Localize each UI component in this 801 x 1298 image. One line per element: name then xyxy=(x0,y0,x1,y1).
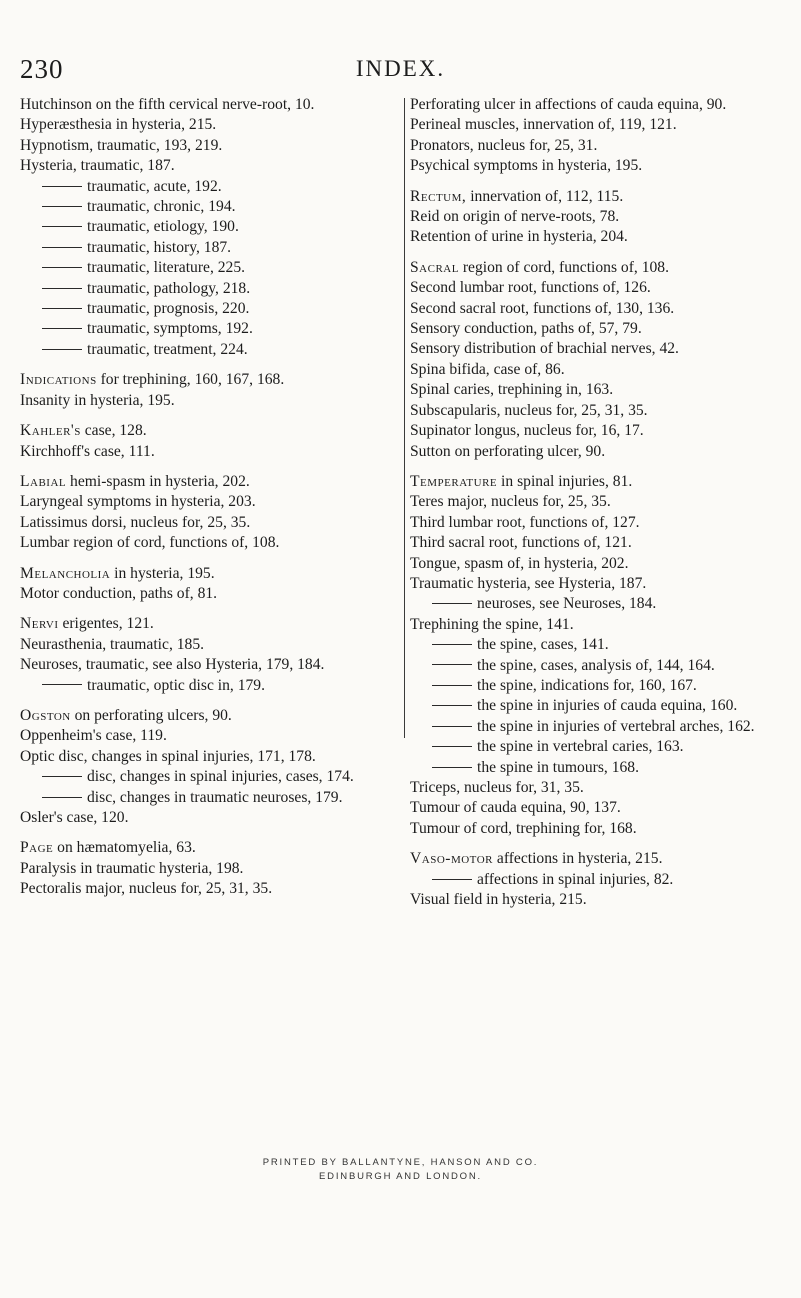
index-entry-text: Tongue, spasm of, in hysteria, 202. xyxy=(410,554,629,572)
index-entry xyxy=(410,554,780,574)
index-entry-text: Reid on origin of nerve-roots, 78. xyxy=(410,208,620,226)
index-entry-text: erigentes, 121. xyxy=(58,615,154,633)
index-entry-text: Spina bifida, case of, 86. xyxy=(410,360,565,378)
ditto-rule xyxy=(432,726,472,727)
index-entry xyxy=(20,564,400,584)
index-entry xyxy=(410,442,780,462)
index-entry-text: Insanity in hysteria, 195. xyxy=(20,391,175,409)
index-letter-group xyxy=(20,706,400,828)
index-entry-text: for trephining, 160, 167, 168. xyxy=(96,371,285,389)
index-entry xyxy=(20,513,400,533)
index-subentry-text: traumatic, literature, 225. xyxy=(87,259,246,277)
index-letter-group xyxy=(20,564,400,605)
index-entry-text: innervation of, 112, 115. xyxy=(466,187,624,205)
index-entry xyxy=(410,136,780,156)
index-entry-text: region of cord, functions of, 108. xyxy=(458,258,670,276)
index-entry-text: Lumbar region of cord, functions of, 108. xyxy=(20,534,280,552)
index-entry-text: Second sacral root, functions of, 130, 136. xyxy=(410,299,675,317)
index-subentry xyxy=(20,340,400,360)
index-entry xyxy=(410,95,780,115)
printer-imprint xyxy=(0,1156,801,1184)
ditto-rule xyxy=(42,186,82,187)
index-entry-text: Pectoralis major, nucleus for, 25, 31, 35. xyxy=(20,880,273,898)
index-entry-text: Psychical symptoms in hysteria, 195. xyxy=(410,157,643,175)
index-letter-group xyxy=(20,421,400,462)
index-entry-text: Sensory conduction, paths of, 57, 79. xyxy=(410,320,642,338)
index-entry xyxy=(410,513,780,533)
index-entry xyxy=(410,227,780,247)
ditto-rule xyxy=(42,288,82,289)
index-entry-text: Subscapularis, nucleus for, 25, 31, 35. xyxy=(410,401,648,419)
index-subentry xyxy=(410,717,780,737)
index-entry-text: affections in hysteria, 215. xyxy=(493,850,663,868)
index-letter-group xyxy=(20,472,400,554)
ditto-rule xyxy=(42,226,82,227)
index-subentry-text: neuroses, see Neuroses, 184. xyxy=(477,595,657,613)
index-entry-text: Traumatic hysteria, see Hysteria, 187. xyxy=(410,574,647,592)
index-entry-text: in spinal injuries, 81. xyxy=(497,472,633,490)
index-subentry-text: the spine in injuries of cauda equina, 160. xyxy=(477,697,738,715)
index-entry-text: Retention of urine in hysteria, 204. xyxy=(410,228,628,246)
index-entry xyxy=(410,798,780,818)
index-entry xyxy=(20,879,400,899)
index-entry-text: Third sacral root, functions of, 121. xyxy=(410,534,632,552)
index-entry xyxy=(20,808,400,828)
index-entry-text: Paralysis in traumatic hysteria, 198. xyxy=(20,859,244,877)
index-entry xyxy=(20,391,400,411)
index-entry-text: Neurasthenia, traumatic, 185. xyxy=(20,635,205,653)
index-entry xyxy=(410,574,780,594)
index-entry xyxy=(20,635,400,655)
index-entry xyxy=(20,95,400,115)
index-entry-text: Kirchhoff's case, 111. xyxy=(20,442,155,460)
index-subentry-text: traumatic, treatment, 224. xyxy=(87,340,248,358)
index-subentry-text: the spine in vertebral caries, 163. xyxy=(477,738,684,756)
index-subentry xyxy=(20,258,400,278)
index-entry-text: Hypnotism, traumatic, 193, 219. xyxy=(20,136,223,154)
index-subentry xyxy=(20,238,400,258)
index-entry-text: Hyperæsthesia in hysteria, 215. xyxy=(20,116,217,134)
index-subentry xyxy=(410,676,780,696)
index-entry-text: Motor conduction, paths of, 81. xyxy=(20,584,218,602)
index-subentry xyxy=(410,758,780,778)
index-entry xyxy=(410,533,780,553)
page-number: 230 xyxy=(20,54,64,84)
ditto-rule xyxy=(42,328,82,329)
index-subentry xyxy=(20,319,400,339)
printer-line-2: EDINBURGH AND LONDON. xyxy=(319,1171,482,1182)
index-entry xyxy=(410,115,780,135)
index-entry-text: in hysteria, 195. xyxy=(110,564,215,582)
index-entry-text: Trephining the spine, 141. xyxy=(410,615,574,633)
index-subentry xyxy=(20,217,400,237)
index-entry-text: Sensory distribution of brachial nerves, 42. xyxy=(410,340,679,358)
ditto-rule xyxy=(42,267,82,268)
index-entry-text: hemi-spasm in hysteria, 202. xyxy=(66,472,250,490)
index-entry xyxy=(410,472,780,492)
index-entry xyxy=(410,380,780,400)
index-entry xyxy=(410,401,780,421)
ditto-rule xyxy=(42,308,82,309)
index-letter-group xyxy=(410,849,780,910)
index-entry-text: Osler's case, 120. xyxy=(20,809,129,826)
index-entry xyxy=(20,136,400,156)
index-entry xyxy=(410,299,780,319)
index-entry-text: Laryngeal symptoms in hysteria, 203. xyxy=(20,493,256,511)
ditto-rule xyxy=(42,349,82,350)
index-entry xyxy=(20,838,400,858)
index-entry xyxy=(410,156,780,176)
index-entry xyxy=(410,492,780,512)
index-entry-lead: Temperature xyxy=(410,472,498,490)
index-letter-group xyxy=(410,258,780,462)
index-subentry-text: disc, changes in spinal injuries, cases, 174. xyxy=(87,768,354,786)
index-entry xyxy=(20,370,400,390)
index-entry-text: Neuroses, traumatic, see also Hysteria, 179, 184. xyxy=(20,656,325,674)
index-subentry xyxy=(410,594,780,614)
ditto-rule xyxy=(432,705,472,706)
index-entry-text: Perineal muscles, innervation of, 119, 121. xyxy=(410,116,677,134)
index-subentry-text: the spine, cases, 141. xyxy=(477,636,609,654)
index-subentry-text: traumatic, etiology, 190. xyxy=(87,218,239,236)
ditto-rule xyxy=(42,776,82,777)
index-entry xyxy=(20,492,400,512)
index-entry xyxy=(20,584,400,604)
index-entry-text: Tumour of cauda equina, 90, 137. xyxy=(410,799,621,817)
index-entry-lead: Indications xyxy=(20,371,97,389)
ditto-rule xyxy=(432,644,472,645)
index-entry xyxy=(20,156,400,176)
index-entry-text: Oppenheim's case, 119. xyxy=(20,727,167,745)
index-subentry xyxy=(410,656,780,676)
index-entry-text: on perforating ulcers, 90. xyxy=(70,706,232,724)
index-entry xyxy=(20,614,400,634)
index-letter-group xyxy=(20,370,400,411)
index-entry xyxy=(410,360,780,380)
ditto-rule xyxy=(432,767,472,768)
running-title: INDEX. xyxy=(355,56,446,81)
index-subentry-text: traumatic, history, 187. xyxy=(87,238,232,256)
index-entry xyxy=(20,533,400,553)
index-subentry-text: traumatic, symptoms, 192. xyxy=(87,320,253,338)
index-entry xyxy=(410,187,780,207)
index-entry xyxy=(20,472,400,492)
ditto-rule xyxy=(42,247,82,248)
index-letter-group xyxy=(410,472,780,839)
index-entry-text: Visual field in hysteria, 215. xyxy=(410,891,587,909)
index-entry-text: Sutton on perforating ulcer, 90. xyxy=(410,442,606,460)
ditto-rule xyxy=(42,797,82,798)
ditto-rule xyxy=(432,879,472,880)
index-entry xyxy=(20,442,400,462)
index-subentry xyxy=(20,788,400,808)
index-entry xyxy=(410,849,780,869)
index-entry-text: Teres major, nucleus for, 25, 35. xyxy=(410,493,611,511)
index-subentry xyxy=(410,635,780,655)
index-entry xyxy=(20,421,400,441)
index-subentry xyxy=(20,767,400,787)
index-entry-text: Perforating ulcer in affections of cauda equina, 90. xyxy=(410,96,727,113)
index-entry xyxy=(410,339,780,359)
index-entry xyxy=(410,819,780,839)
index-entry xyxy=(410,258,780,278)
index-entry-text: Third lumbar root, functions of, 127. xyxy=(410,513,640,531)
index-letter-group xyxy=(20,95,400,360)
index-entry-text: Triceps, nucleus for, 31, 35. xyxy=(410,779,584,796)
index-entry-text: Second lumbar root, functions of, 126. xyxy=(410,279,651,297)
index-letter-group xyxy=(20,614,400,696)
index-subentry-text: traumatic, optic disc in, 179. xyxy=(87,676,265,694)
index-entry xyxy=(410,421,780,441)
index-entry-lead: Melancholia xyxy=(20,564,111,582)
ditto-rule xyxy=(432,685,472,686)
index-entry xyxy=(410,615,780,635)
ditto-rule xyxy=(42,206,82,207)
index-entry xyxy=(410,890,780,910)
index-entry-lead: Sacral xyxy=(410,258,459,276)
index-subentry xyxy=(20,279,400,299)
index-subentry xyxy=(20,197,400,217)
index-subentry xyxy=(410,870,780,890)
index-entry xyxy=(410,278,780,298)
index-subentry xyxy=(20,299,400,319)
index-entry xyxy=(410,319,780,339)
index-entry-lead: Kahler's xyxy=(20,422,81,440)
index-subentry-text: the spine, cases, analysis of, 144, 164. xyxy=(477,656,715,674)
index-subentry-text: the spine in injuries of vertebral arches, 162. xyxy=(477,717,755,735)
printer-line-1: PRINTED BY BALLANTYNE, HANSON AND CO. xyxy=(262,1157,539,1168)
index-entry xyxy=(410,778,780,798)
ditto-rule xyxy=(432,746,472,747)
index-subentry-text: traumatic, pathology, 218. xyxy=(87,279,251,297)
index-entry-text: Supinator longus, nucleus for, 16, 17. xyxy=(410,422,644,440)
index-entry-text: Hysteria, traumatic, 187. xyxy=(20,157,175,175)
index-entry xyxy=(20,747,400,767)
index-column-left xyxy=(20,95,400,900)
index-subentry xyxy=(20,177,400,197)
index-subentry-text: traumatic, prognosis, 220. xyxy=(87,300,250,318)
index-entry-text: Optic disc, changes in spinal injuries, 171, 178. xyxy=(20,747,316,765)
column-divider xyxy=(404,98,405,738)
index-column-right xyxy=(410,95,780,910)
index-subentry-text: traumatic, acute, 192. xyxy=(87,177,222,195)
index-subentry xyxy=(410,737,780,757)
index-entry xyxy=(20,706,400,726)
index-subentry-text: the spine in tumours, 168. xyxy=(477,758,639,776)
ditto-rule xyxy=(432,603,472,604)
index-entry-text: on hæmatomyelia, 63. xyxy=(53,839,196,857)
index-entry-text: Pronators, nucleus for, 25, 31. xyxy=(410,136,598,154)
index-entry-text: Tumour of cord, trephining for, 168. xyxy=(410,819,637,837)
index-entry xyxy=(20,115,400,135)
index-entry-lead: Ogston xyxy=(20,706,71,724)
index-subentry-text: traumatic, chronic, 194. xyxy=(87,198,236,216)
index-letter-group xyxy=(410,95,780,177)
index-entry xyxy=(20,655,400,675)
index-subentry xyxy=(410,696,780,716)
index-entry-text: Spinal caries, trephining in, 163. xyxy=(410,381,614,399)
index-entry-text: Hutchinson on the fifth cervical nerve-root, 10. xyxy=(20,96,315,113)
ditto-rule xyxy=(432,664,472,665)
index-entry-lead: Rectum, xyxy=(410,187,467,205)
index-subentry-text: affections in spinal injuries, 82. xyxy=(477,870,674,888)
index-entry-lead: Vaso-motor xyxy=(410,850,493,868)
index-entry xyxy=(410,207,780,227)
index-entry xyxy=(20,726,400,746)
index-entry-lead: Page xyxy=(20,839,54,857)
index-subentry-text: disc, changes in traumatic neuroses, 179. xyxy=(87,788,343,806)
index-letter-group xyxy=(20,838,400,899)
index-entry-text: case, 128. xyxy=(80,422,147,440)
index-entry-lead: Labial xyxy=(20,472,67,490)
index-entry-text: Latissimus dorsi, nucleus for, 25, 35. xyxy=(20,513,251,531)
index-entry xyxy=(20,859,400,879)
index-letter-group xyxy=(410,187,780,248)
index-subentry xyxy=(20,676,400,696)
ditto-rule xyxy=(42,684,82,685)
index-subentry-text: the spine, indications for, 160, 167. xyxy=(477,676,697,694)
index-entry-lead: Nervi xyxy=(20,615,59,633)
